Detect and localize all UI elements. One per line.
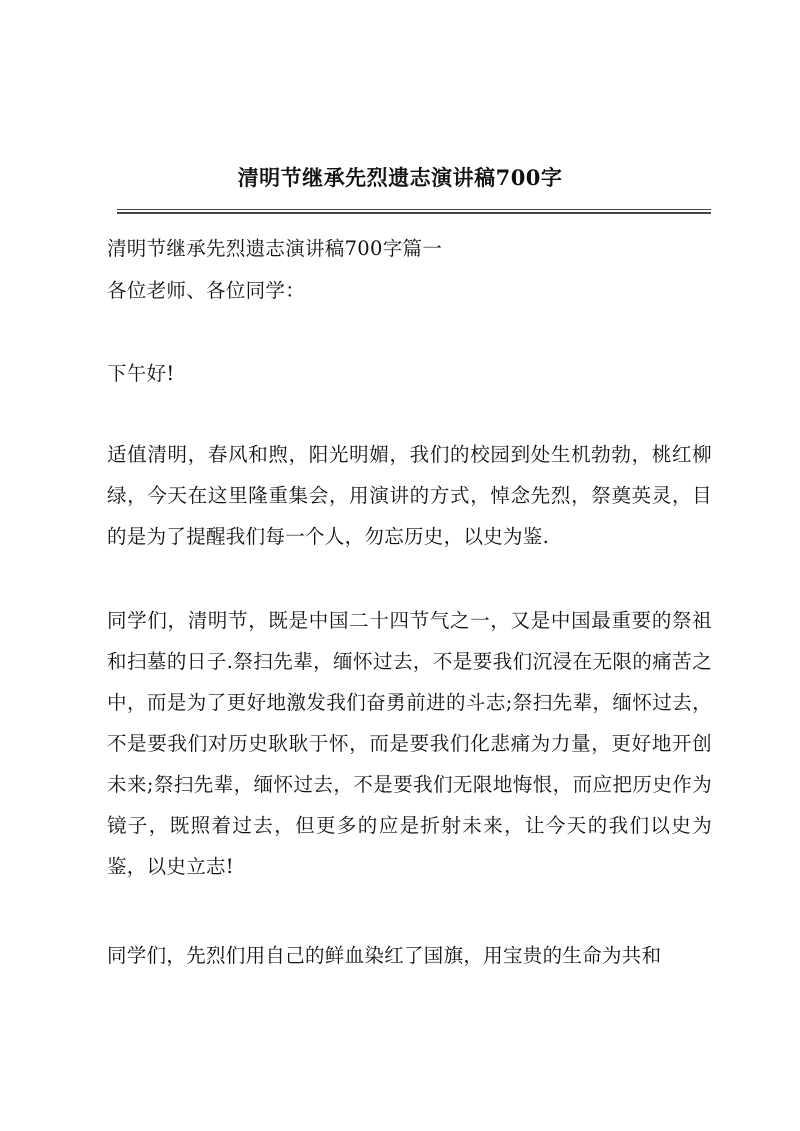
title-divider [117, 209, 711, 214]
greeting-line: 各位老师、各位同学： [107, 279, 306, 302]
paragraph-1: 适值清明，春风和煦，阳光明媚，我们的校园到处生机勃勃，桃红柳绿，今天在这里隆重集会，用演讲的方式，悼念先烈，祭奠英灵，目的是为了提醒我们每一个人，勿忘历史，以史为鉴. [107, 443, 712, 548]
document-title: 清明节继承先烈遗志演讲稿700字 [237, 165, 563, 190]
paragraph-3: 同学们，先烈们用自己的鲜血染红了国旗，用宝贵的生命为共和 [107, 944, 662, 967]
document-subtitle: 清明节继承先烈遗志演讲稿700字篇一 [107, 237, 443, 260]
paragraph-2: 同学们，清明节，既是中国二十四节气之一，又是中国最重要的祭祖和扫墓的日子.祭扫先辈，缅怀过去，不是要我们沉浸在无限的痛苦之中，而是为了更好地激发我们奋勇前进的斗志;祭扫先辈，缅怀过去，不是要我们对历史耿耿于怀，而是要我们化悲痛为力量，更好地开创未来;祭扫先辈，缅怀过去，不是要我们无限地悔恨，而应把历史作为镜子，既照着过去，但更多的应是折射未来，让今天的我们以史为鉴，以史立志! [107, 609, 712, 878]
salutation-line: 下午好! [107, 362, 175, 385]
